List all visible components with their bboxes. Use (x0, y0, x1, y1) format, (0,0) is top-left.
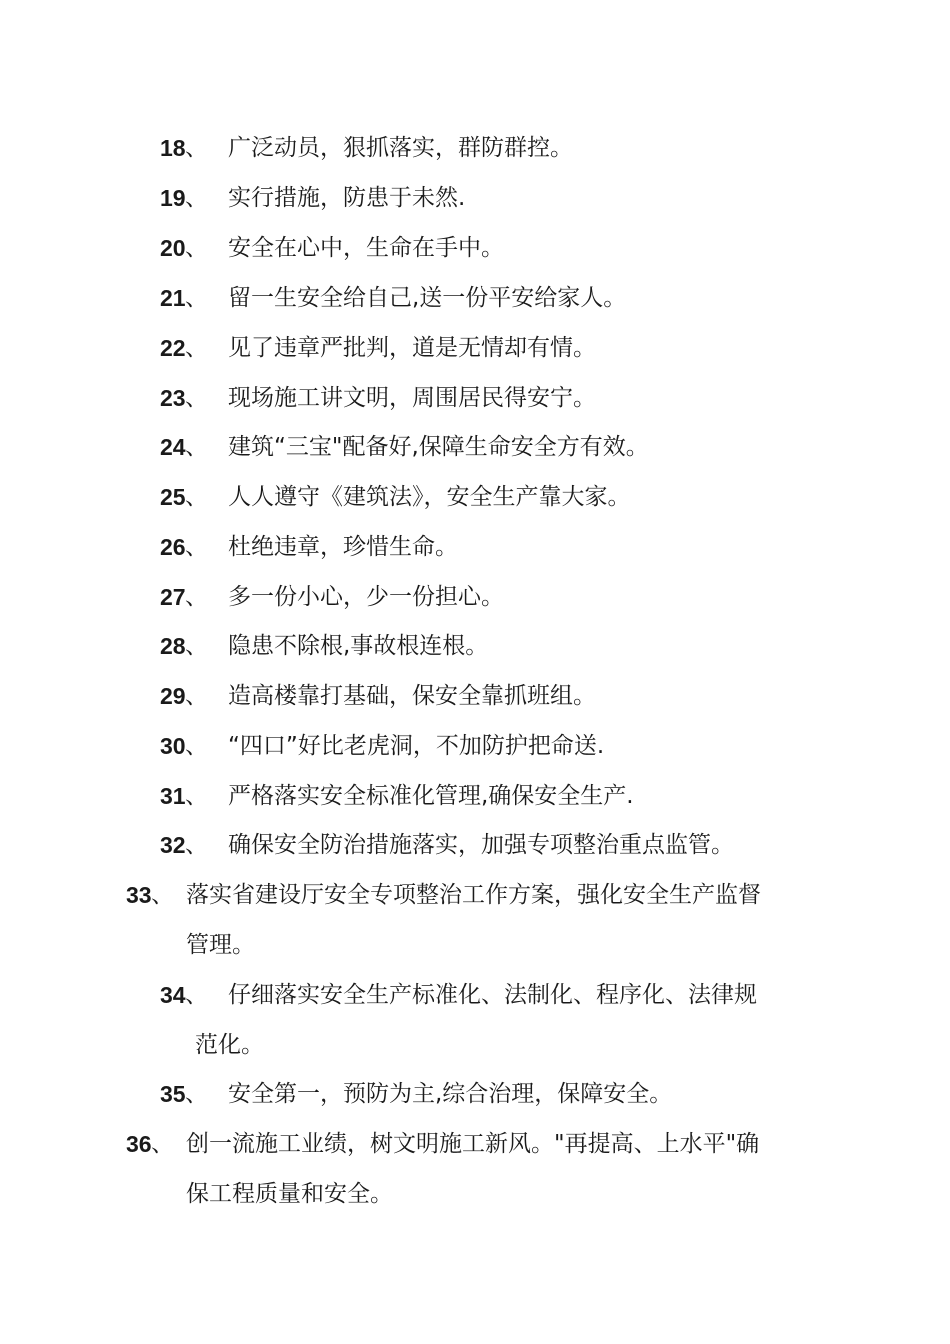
list-item (0, 373, 950, 423)
item-number: 29 (160, 683, 186, 709)
item-text: 广泛动员，狠抓落实，群防群控。 (228, 135, 573, 161)
item-separator: 、 (185, 683, 208, 709)
item-separator: 、 (185, 335, 208, 361)
item-text-continuation: 范化。 (195, 1032, 264, 1058)
item-number: 22 (160, 335, 186, 361)
item-number: 33 (126, 882, 152, 908)
item-text-continuation: 管理。 (186, 932, 255, 958)
list-item (0, 621, 950, 671)
item-separator: 、 (185, 235, 208, 261)
list-item (0, 1069, 950, 1119)
list-item (0, 671, 950, 721)
item-separator: 、 (185, 982, 208, 1008)
list-item (0, 123, 950, 173)
item-text: 落实省建设厅安全专项整治工作方案，强化安全生产监督 (186, 882, 761, 908)
item-text: 确保安全防治措施落实，加强专项整治重点监管。 (228, 832, 734, 858)
item-number: 24 (160, 434, 186, 460)
item-text: 杜绝违章，珍惜生命。 (228, 534, 458, 560)
item-number: 21 (160, 285, 186, 311)
item-number: 34 (160, 982, 186, 1008)
list-item (0, 522, 950, 572)
item-text: 造高楼靠打基础，保安全靠抓班组。 (228, 683, 596, 709)
list-item (0, 223, 950, 273)
item-text: 现场施工讲文明，周围居民得安宁。 (228, 385, 596, 411)
item-separator: 、 (151, 1131, 174, 1157)
list-item (0, 472, 950, 522)
list-item (0, 970, 950, 1058)
item-number: 36 (126, 1131, 152, 1157)
list-item (0, 1119, 950, 1207)
item-text: 见了违章严批判，道是无情却有情。 (228, 335, 596, 361)
item-separator: 、 (185, 534, 208, 560)
item-number: 19 (160, 185, 186, 211)
item-text-continuation: 保工程质量和安全。 (186, 1181, 393, 1207)
item-separator: 、 (185, 1081, 208, 1107)
item-number: 32 (160, 832, 186, 858)
list-item (0, 820, 950, 870)
item-separator: 、 (185, 185, 208, 211)
list-item (0, 870, 950, 958)
item-number: 20 (160, 235, 186, 261)
item-separator: 、 (185, 385, 208, 411)
item-number: 30 (160, 733, 186, 759)
item-number: 25 (160, 484, 186, 510)
item-text: 多一份小心，少一份担心。 (228, 584, 504, 610)
item-separator: 、 (185, 783, 208, 809)
list-item (0, 273, 950, 323)
list-item (0, 323, 950, 373)
item-separator: 、 (185, 135, 208, 161)
item-text: 隐患不除根,事故根连根。 (228, 633, 489, 659)
item-text: 仔细落实安全生产标准化、法制化、程序化、法律规 (228, 982, 757, 1008)
item-number: 31 (160, 783, 186, 809)
item-separator: 、 (151, 882, 174, 908)
item-number: 26 (160, 534, 186, 560)
item-number: 28 (160, 633, 186, 659)
item-number: 23 (160, 385, 186, 411)
list-item (0, 771, 950, 821)
item-separator: 、 (185, 434, 208, 460)
list-item (0, 721, 950, 771)
item-separator: 、 (185, 832, 208, 858)
item-number: 18 (160, 135, 186, 161)
item-number: 35 (160, 1081, 186, 1107)
item-text: 严格落实安全标准化管理,确保安全生产. (228, 783, 634, 809)
item-text: 实行措施，防患于未然. (228, 185, 466, 211)
item-text: “四口”好比老虎洞，不加防护把命送. (228, 733, 605, 759)
item-separator: 、 (185, 484, 208, 510)
item-text: 留一生安全给自己,送一份平安给家人。 (228, 285, 627, 311)
item-separator: 、 (185, 733, 208, 759)
item-text: 安全第一，预防为主,综合治理，保障安全。 (228, 1081, 673, 1107)
item-separator: 、 (185, 285, 208, 311)
item-number: 27 (160, 584, 186, 610)
list-item (0, 173, 950, 223)
list-item (0, 572, 950, 622)
item-text: 创一流施工业绩，树文明施工新风。"再提高、上水平"确 (186, 1131, 760, 1157)
item-text: 人人遵守《建筑法》，安全生产靠大家。 (228, 484, 631, 510)
item-separator: 、 (185, 584, 208, 610)
item-text: 安全在心中，生命在手中。 (228, 235, 504, 261)
item-text: 建筑“三宝"配备好,保障生命安全方有效。 (228, 434, 649, 460)
list-item (0, 422, 950, 472)
item-separator: 、 (185, 633, 208, 659)
